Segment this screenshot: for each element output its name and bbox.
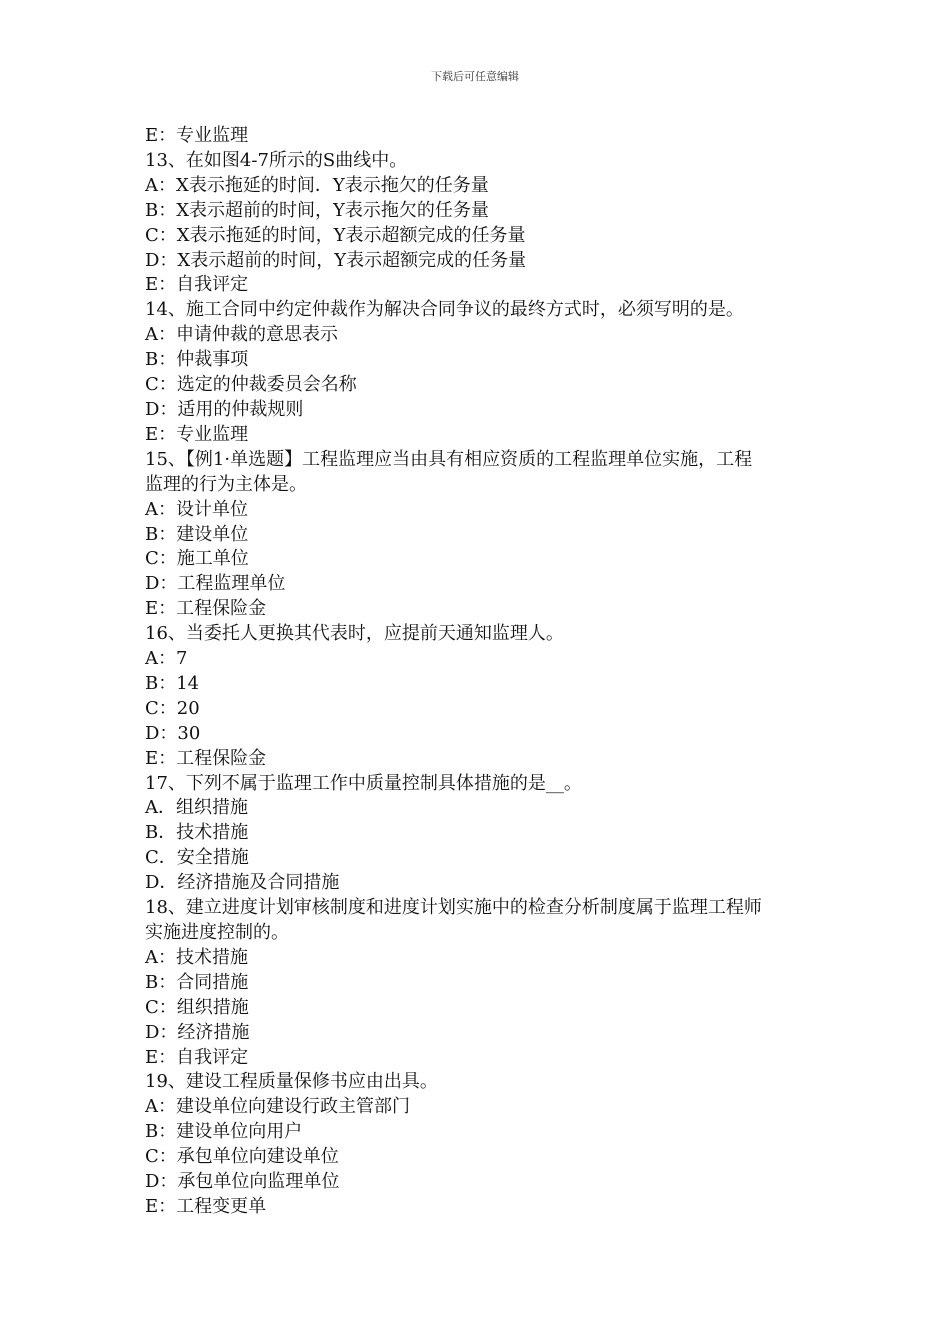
question-line: 15、【例1·单选题】工程监理应当由具有相应资质的工程监理单位实施，工程 [145,448,753,470]
option-line: B：X表示超前的时间，Y表示拖欠的任务量 [145,199,489,221]
option-line: C：20 [145,697,200,719]
option-line: A．组织措施 [145,797,248,819]
option-line: D：经济措施 [145,1021,250,1043]
option-line: B：仲裁事项 [145,349,249,371]
option-line: A：申请仲裁的意思表示 [145,324,338,346]
option-line: A：建设单位向建设行政主管部门 [145,1096,410,1118]
option-line: B：14 [145,672,200,694]
option-line: E：工程保险金 [145,598,267,620]
option-line: D：工程监理单位 [145,573,286,595]
option-line: C：X表示拖延的时间，Y表示超额完成的任务量 [145,224,526,246]
question-line: 19、建设工程质量保修书应由出具。 [145,1071,438,1093]
option-line: C：选定的仲裁委员会名称 [145,374,357,396]
option-line: E：专业监理 [145,423,249,445]
question-line: 13、在如图4-7所示的S曲线中。 [145,149,408,171]
option-line: E：工程保险金 [145,747,267,769]
option-line: B：建设单位 [145,523,249,545]
option-line: E：自我评定 [145,1046,249,1068]
question-line: 14、施工合同中约定仲裁作为解决合同争议的最终方式时，必须写明的是。 [145,299,744,321]
option-line: D：X表示超前的时间，Y表示超额完成的任务量 [145,249,527,271]
option-line: C：组织措施 [145,996,249,1018]
option-line: A：技术措施 [145,946,248,968]
text-line: E：专业监理 [145,125,249,146]
option-line: E：自我评定 [145,274,249,296]
option-line: B：合同措施 [145,971,249,993]
option-line: C．安全措施 [145,847,249,869]
option-line: A：设计单位 [145,498,248,520]
question-line: 18、建立进度计划审核制度和进度计划实施中的检查分析制度属于监理工程师 [145,897,762,919]
option-line: A：7 [145,648,188,670]
question-line: 16、当委托人更换其代表时，应提前天通知监理人。 [145,623,564,645]
option-line: D：承包单位向监理单位 [145,1171,340,1193]
question-line: 17、下列不属于监理工作中质量控制具体措施的是__。 [145,772,582,794]
option-line: E：工程变更单 [145,1195,267,1217]
option-line: C：承包单位向建设单位 [145,1146,339,1168]
document-body [145,124,820,1220]
option-line: B．技术措施 [145,822,249,844]
question-line-continued: 实施进度控制的。 [145,922,289,943]
option-line: D．经济措施及合同措施 [145,872,340,894]
option-line: A：X表示拖延的时间．Y表示拖欠的任务量 [145,174,489,196]
page-header: 下载后可任意编辑 [431,70,519,83]
question-line-continued: 监理的行为主体是。 [145,473,307,495]
option-line: D：适用的仲裁规则 [145,398,304,420]
option-line: B：建设单位向用户 [145,1121,303,1143]
option-line: D：30 [145,722,201,744]
option-line: C：施工单位 [145,548,249,570]
